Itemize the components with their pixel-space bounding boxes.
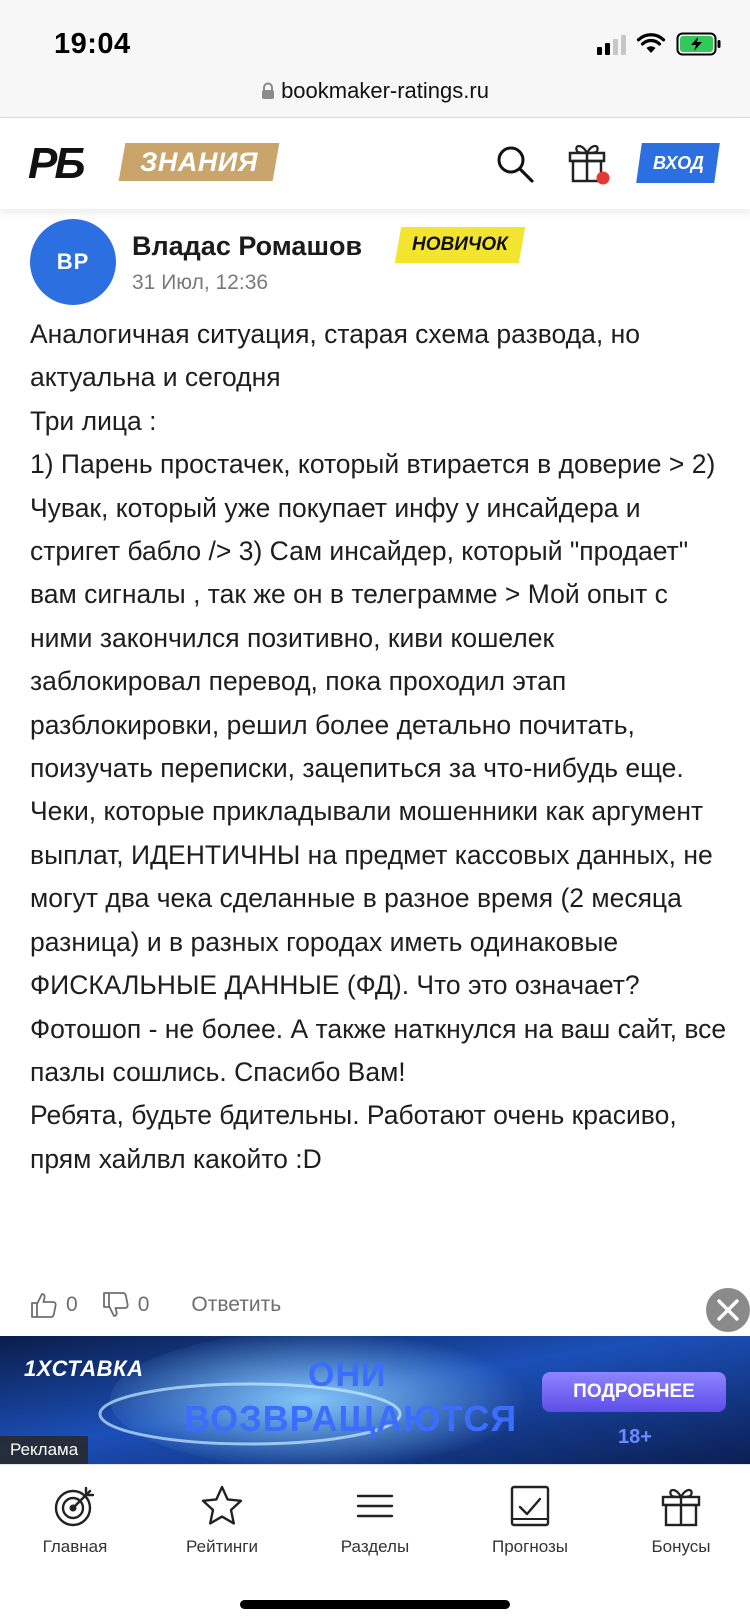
nav-label-sections: Разделы <box>340 1537 410 1556</box>
home-indicator[interactable] <box>240 1600 510 1609</box>
thumbs-down-icon[interactable] <box>102 1291 130 1319</box>
nav-label-forecasts: Прогнозы <box>492 1537 568 1556</box>
nav-item-ratings[interactable] <box>147 1483 297 1557</box>
battery-charging-icon <box>676 32 722 56</box>
nav-item-sections[interactable] <box>300 1483 450 1557</box>
nav-item-home[interactable] <box>0 1483 150 1557</box>
comment-actions <box>30 1285 281 1325</box>
menu-icon <box>352 1483 398 1529</box>
section-tag[interactable] <box>119 143 280 181</box>
status-time: 19:04 <box>54 28 131 60</box>
cellular-signal-icon <box>597 33 626 55</box>
login-button[interactable] <box>636 143 720 183</box>
site-logo[interactable]: РБ <box>28 139 83 188</box>
notification-dot <box>597 172 610 185</box>
search-icon[interactable] <box>494 143 536 185</box>
thumbs-up-icon[interactable] <box>30 1291 58 1319</box>
ad-headline-line2: ВОЗВРАЩАЮТСЯ <box>184 1398 518 1439</box>
url-display[interactable] <box>261 78 489 104</box>
dislike-count: 0 <box>137 1293 150 1316</box>
close-ad-icon[interactable] <box>706 1288 750 1332</box>
gift-icon <box>658 1483 704 1529</box>
star-icon <box>199 1483 245 1529</box>
ad-headline-line1: ОНИ <box>308 1356 387 1394</box>
user-rank-badge <box>395 227 525 263</box>
section-tag-label: ЗНАНИЯ <box>140 147 258 177</box>
like-count: 0 <box>66 1293 78 1316</box>
nav-item-bonuses[interactable] <box>606 1483 750 1557</box>
login-button-label: ВХОД <box>652 153 704 173</box>
forecast-icon <box>507 1483 553 1529</box>
ad-banner[interactable] <box>0 1336 750 1464</box>
nav-label-bonuses: Бонусы <box>651 1537 711 1556</box>
status-bar <box>0 0 750 76</box>
avatar[interactable]: ВР <box>30 219 116 305</box>
wifi-icon <box>636 33 666 55</box>
comment-text: Аналогичная ситуация, старая схема развода, но актуальна и сегодня Три лица : 1) Парень простачек, который втирается в доверие > 2) Чувак, который уже покупает инфу у инсайдера и стригет бабло /> 3) Сам инсайдер, который "продает" вам сигналы , так же он в телеграмме > Мой опыт с ними закончился позитивно, киви кошелек заблокировал перевод, пока проходил этап разблокировки, решил более детально почитать, поизучать переписки, зацепиться за что-нибудь еще. Чеки, которые прикладывали мошенники как аргумент выплат, ИДЕНТИЧНЫ на предмет кассовых данных, не могут два чека сделанные в разное время (2 месяца разница) и в разных городах иметь одинаковые ФИСКАЛЬНЫЕ ДАННЫЕ (ФД). Что это означает? Фотошоп - не более. А также наткнулся на ваш сайт, все пазлы сошлись. Спасибо Вам! Ребята, будьте бдительны. Работают очень красиво, прям хайлвл какойто :D <box>30 319 727 1174</box>
ad-brand-logo: 1ХСТАВКА <box>24 1356 144 1381</box>
ad-age-rating: 18+ <box>618 1426 652 1448</box>
nav-label-ratings: Рейтинги <box>186 1537 258 1556</box>
gift-icon[interactable] <box>566 139 610 185</box>
lock-icon <box>261 82 275 100</box>
user-rank-label: НОВИЧОК <box>412 234 508 255</box>
status-icons <box>597 32 722 56</box>
target-icon <box>52 1483 98 1529</box>
ad-label: Реклама <box>0 1436 88 1464</box>
comment-author[interactable]: Владас Ромашов <box>132 231 363 261</box>
url-domain: bookmaker-ratings.ru <box>281 78 489 103</box>
browser-url-bar[interactable] <box>0 76 750 118</box>
ad-cta-button[interactable]: ПОДРОБНЕЕ <box>542 1372 726 1412</box>
nav-label-home: Главная <box>42 1537 108 1556</box>
site-header <box>0 119 750 209</box>
comment-date: 31 Июл, 12:36 <box>132 271 269 294</box>
nav-item-forecasts[interactable] <box>455 1483 605 1557</box>
reply-button[interactable]: Ответить <box>191 1293 282 1316</box>
